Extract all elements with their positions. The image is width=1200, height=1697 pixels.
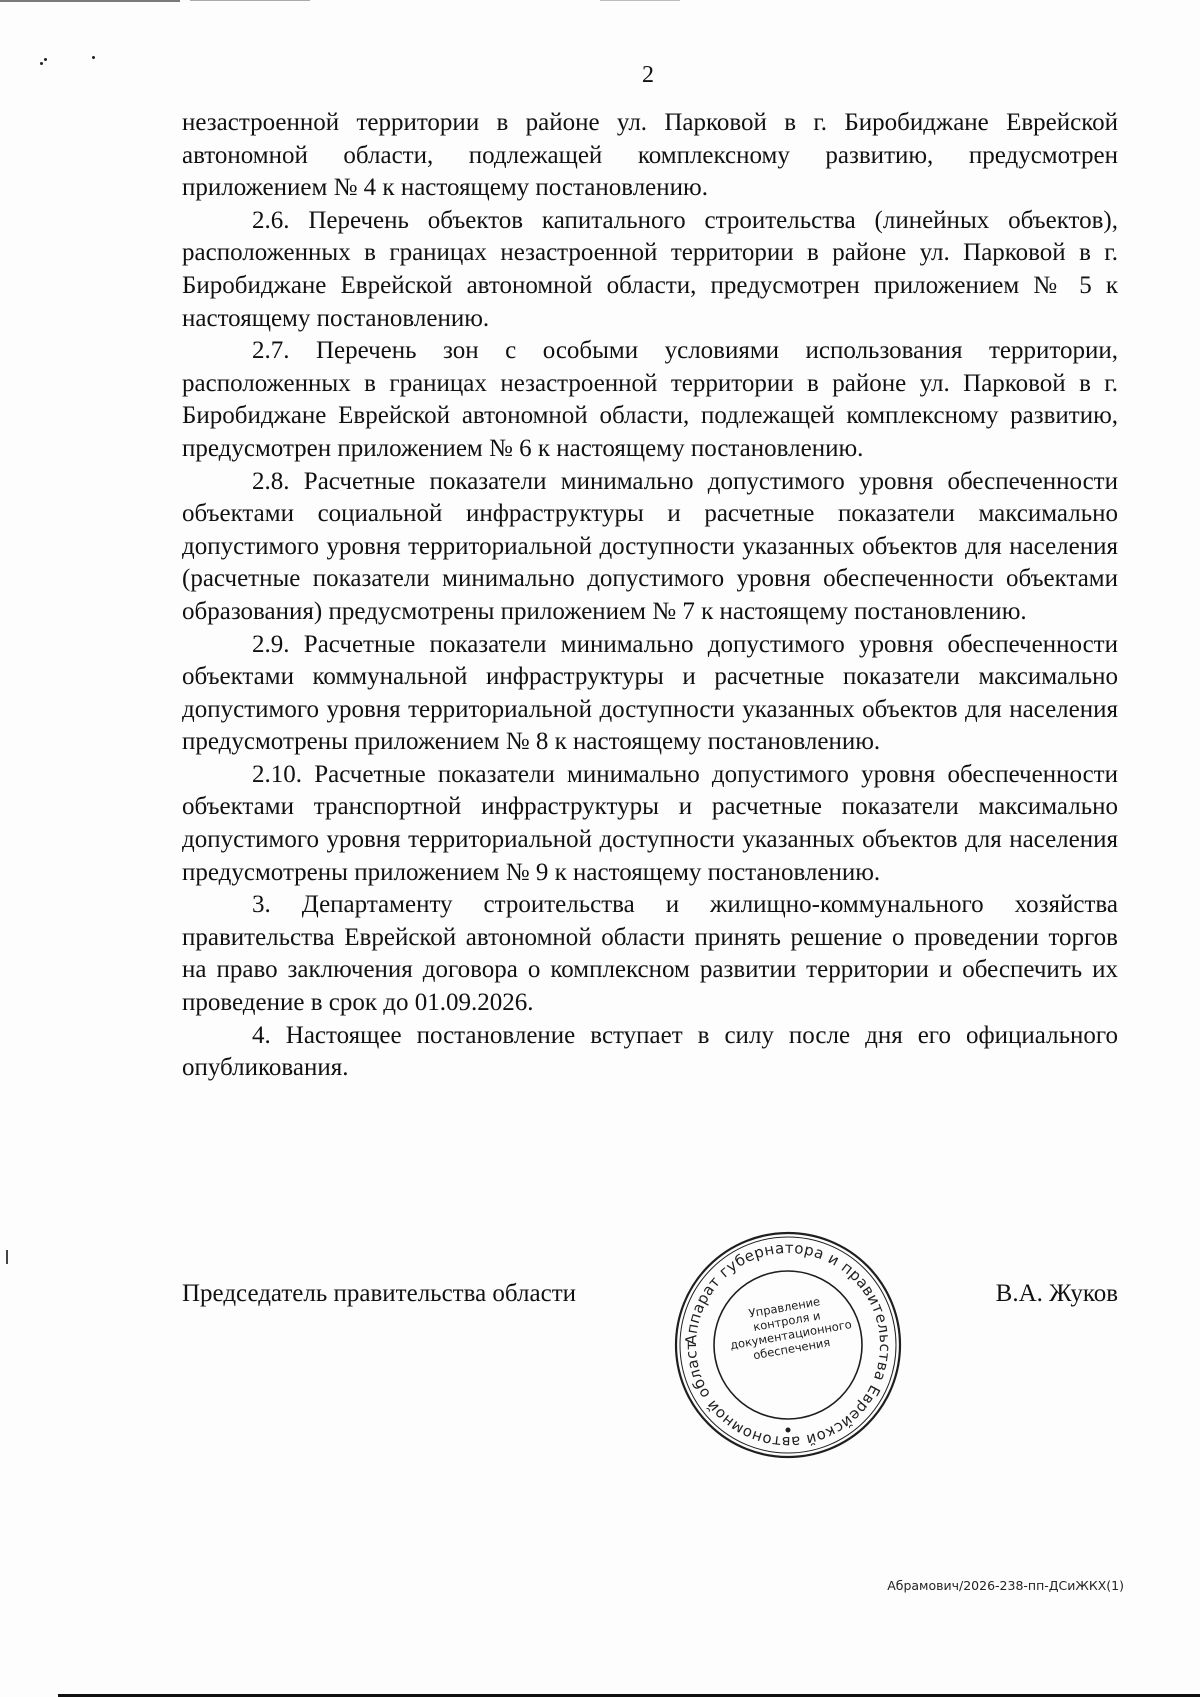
page-number: 2 — [642, 62, 654, 88]
official-seal-stamp — [668, 1225, 908, 1465]
seal-ring-text: Аппарат губернатора и правительства Еврейской автономной област — [681, 1238, 895, 1452]
signatory-position: Председатель правительства области — [182, 1280, 576, 1307]
paragraph-2-7: 2.7. Перечень зон с особыми условиями использования территории, расположенных в границах незастроенной территории в районе ул. Парковой в г. Биробиджане Еврейской автономной области, подлежащей комплексному развитию, предусмотрен приложением № 6 к настоящему постановлению. — [182, 337, 1118, 462]
scan-left-mark — [6, 1250, 8, 1264]
paragraph-2-10: 2.10. Расчетные показатели минимально допустимого уровня обеспеченности объектами транспортной инфраструктуры и расчетные показатели максимально допустимого уровня территориальной доступности указанных объектов для населения предусмотрены приложением № 9 к настоящему постановлению. — [182, 760, 1118, 886]
paragraph-2-8: 2.8. Расчетные показатели минимально допустимого уровня обеспеченности объектами социальной инфраструктуры и расчетные показатели максимально допустимого уровня территориальной доступности указанных объектов для населения (расчетные показатели минимально допустимого уровня обеспеченности объектами образования) предусмотрены приложением № 7 к настоящему постановлению. — [182, 467, 1118, 625]
paragraph-4: 4. Настоящее постановление вступает в силу после дня его официального опубликования. — [182, 1021, 1118, 1082]
scan-top-edge — [0, 0, 1200, 6]
paragraph-continuation: незастроенной территории в районе ул. Парковой в г. Биробиджане Еврейской автономной области, подлежащей комплексному развитию, предусмотрен приложением № 4 к настоящему постановлению. — [182, 109, 1118, 202]
paragraph-2-6: 2.6. Перечень объектов капитального строительства (линейных объектов), расположенных в границах незастроенной территории в районе ул. Парковой в г. Биробиджане Еврейской автономной области, предусмотрен приложением № 5 к настоящему постановлению. — [182, 206, 1118, 332]
document-body — [182, 107, 1118, 1085]
paragraph-2-9: 2.9. Расчетные показатели минимально допустимого уровня обеспеченности объектами коммунальной инфраструктуры и расчетные показатели максимально допустимого уровня территориальной доступности указанных объектов для населения предусмотрены приложением № 8 к настоящему постановлению. — [182, 630, 1118, 756]
scan-bottom-edge — [0, 1685, 1200, 1697]
document-reference: Абрамович/2026-238-пп-ДСиЖКХ(1) — [887, 1578, 1124, 1593]
seal-center-text: Управление контроля и документационного обеспечения — [728, 1294, 853, 1363]
paragraph-3: 3. Департаменту строительства и жилищно-коммунального хозяйства правительства Еврейской автономной области принять решение о проведении торгов на право заключения договора о комплексном развитии территории и обеспечить их проведение в срок до 01.09.2026. — [182, 891, 1118, 1017]
signatory-name: В.А. Жуков — [995, 1280, 1118, 1307]
